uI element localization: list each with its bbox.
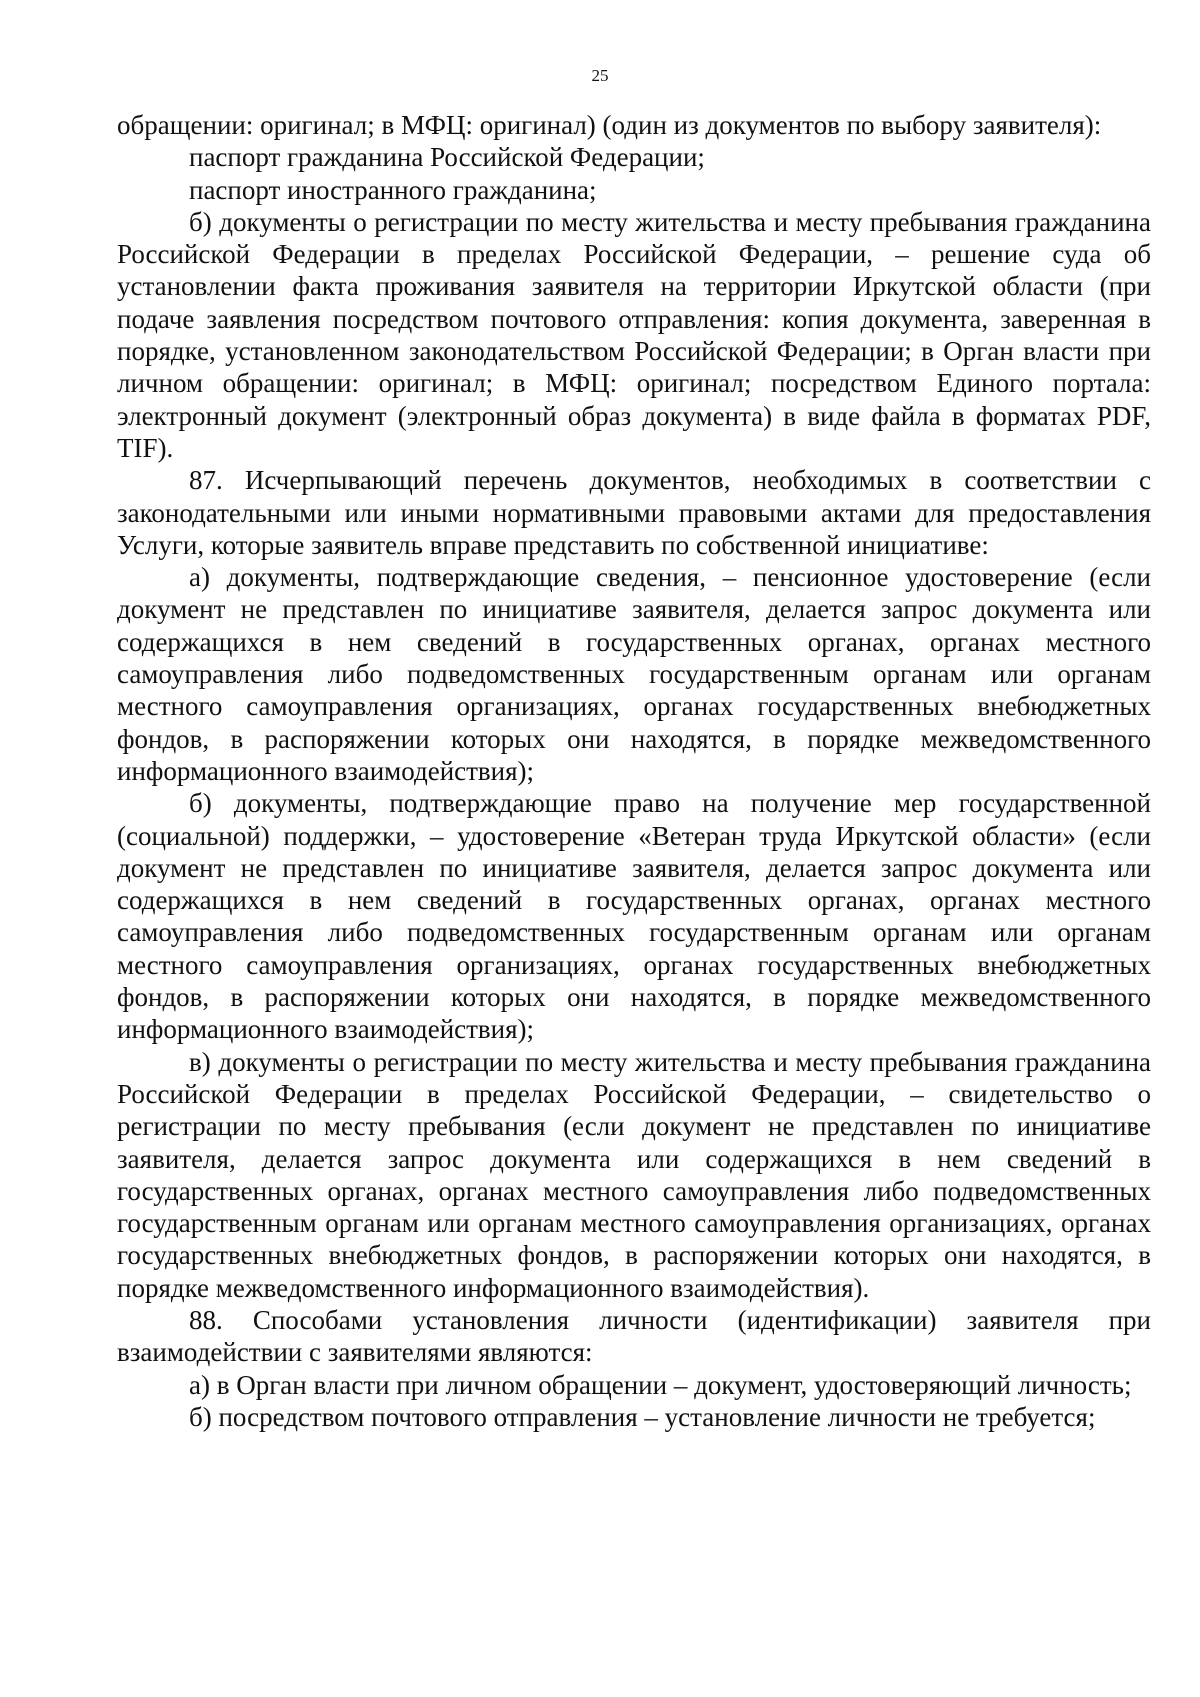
document-body bbox=[117, 109, 1151, 1433]
paragraph-item-88: 88. Способами установления личности (идентификации) заявителя при взаимодействии с заявителями являются: bbox=[117, 1304, 1151, 1368]
paragraph-item-87-a: а) документы, подтверждающие сведения, – пенсионное удостоверение (если документ не представлен по инициативе заявителя, делается запрос документа или содержащихся в нем сведений в государственных органах, органах местного самоуправления либо подведомственных государственным органам или органам местного самоуправления организациях, органах государственных внебюджетных фондов, в распоряжении которых они находятся, в порядке межведомственного информационного взаимодействия); bbox=[117, 562, 1151, 786]
paragraph-passport-foreign: паспорт иностранного гражданина; bbox=[189, 174, 597, 205]
page-number: 25 bbox=[591, 66, 609, 85]
paragraph-registration-documents: б) документы о регистрации по месту жительства и месту пребывания гражданина Российской Федерации в пределах Российской Федерации, – решение суда об установлении факта проживания заявителя на территории Иркутской области (при подаче заявления посредством почтового отправления: копия документа, заверенная в порядке, установленном законодательством Российской Федерации; в Орган власти при личном обращении: оригинал; в МФЦ: оригинал; посредством Единого портала: электронный документ (электронный образ документа) в виде файла в форматах PDF, TIF). bbox=[117, 206, 1151, 463]
paragraph-item-87: 87. Исчерпывающий перечень документов, необходимых в соответствии с законодательными или иными нормативными правовыми актами для предоставления Услуги, которые заявитель вправе представить по собственной инициативе: bbox=[117, 465, 1151, 560]
paragraph-continuation: обращении: оригинал; в МФЦ: оригинал) (один из документов по выбору заявителя): bbox=[117, 110, 1102, 140]
paragraph-item-88-b: б) посредством почтового отправления – установление личности не требуется; bbox=[189, 1401, 1096, 1432]
paragraph-item-88-a: а) в Орган власти при личном обращении – документ, удостоверяющий личность; bbox=[189, 1369, 1132, 1400]
paragraph-passport-rf: паспорт гражданина Российской Федерации; bbox=[189, 142, 705, 173]
paragraph-item-87-v: в) документы о регистрации по месту жительства и месту пребывания гражданина Российской Федерации в пределах Российской Федерации, – свидетельство о регистрации по месту пребывания (если документ не представлен по инициативе заявителя, делается запрос документа или содержащихся в нем сведений в государственных органах, органах местного самоуправления либо подведомственных государственным органам или органам местного самоуправления организациях, органах государственных внебюджетных фондов, в распоряжении которых они находятся, в порядке межведомственного информационного взаимодействия). bbox=[117, 1046, 1151, 1303]
paragraph-item-87-b: б) документы, подтверждающие право на получение мер государственной (социальной) поддержки, – удостоверение «Ветеран труда Иркутской области» (если документ не представлен по инициативе заявителя, делается запрос документа или содержащихся в нем сведений в государственных органах, органах местного самоуправления либо подведомственных государственным органам или органам местного самоуправления организациях, органах государственных внебюджетных фондов, в распоряжении которых они находятся, в порядке межведомственного информационного взаимодействия); bbox=[117, 788, 1151, 1045]
